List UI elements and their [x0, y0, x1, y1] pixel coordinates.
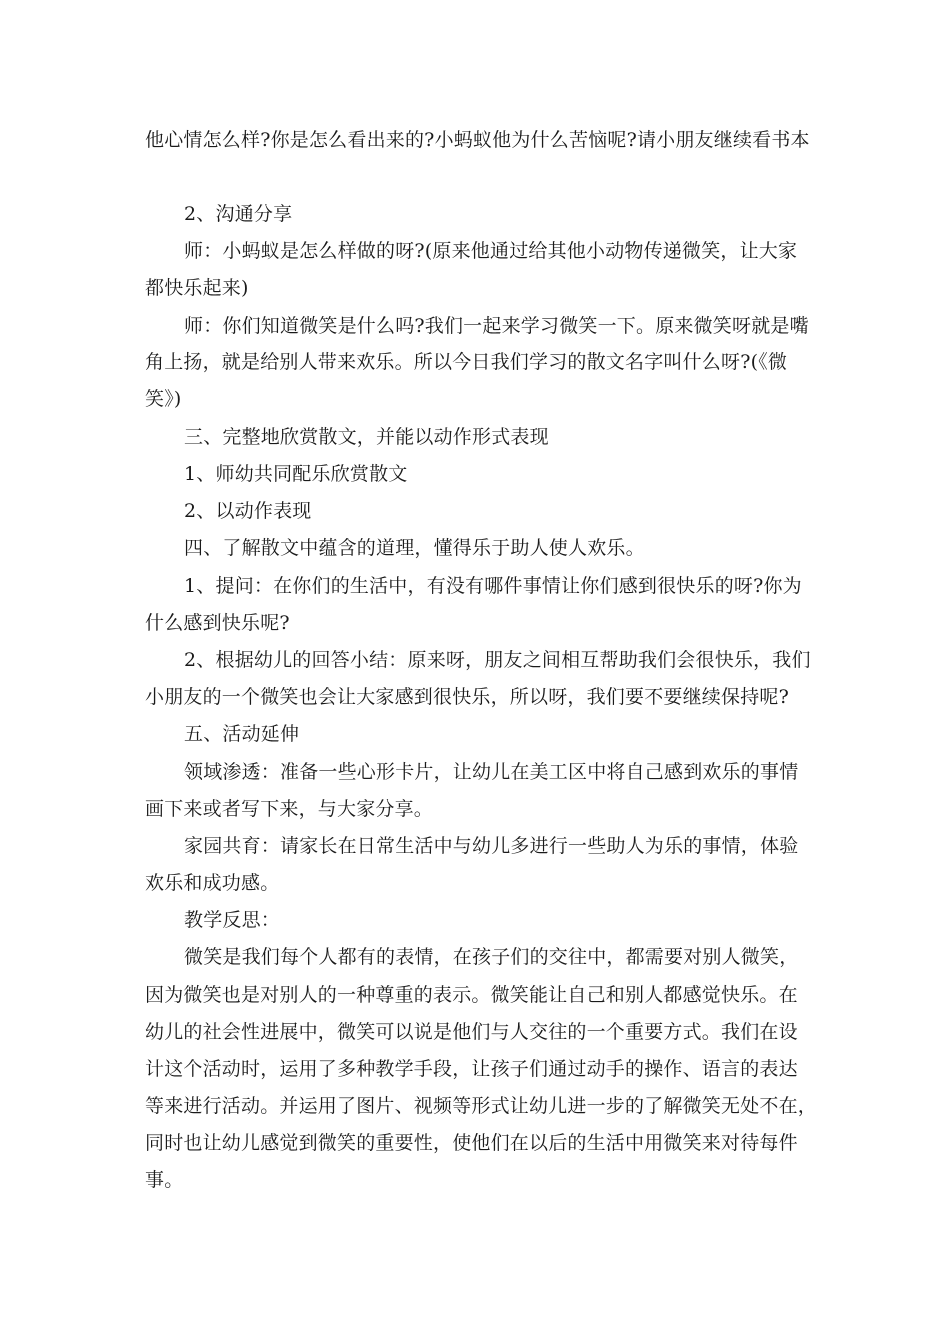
paragraph-line: 角上扬，就是给别人带来欢乐。所以今日我们学习的散文名字叫什么呀?(《微	[145, 351, 788, 373]
section-heading: 三、完整地欣赏散文，并能以动作形式表现	[184, 426, 549, 448]
paragraph-line: 笑》)	[145, 388, 182, 410]
section-heading: 2、沟通分享	[184, 203, 293, 225]
paragraph-line: 小朋友的一个微笑也会让大家感到很快乐，所以呀，我们要不要继续保持呢?	[145, 686, 789, 708]
paragraph-line: 领域渗透：准备一些心形卡片，让幼儿在美工区中将自己感到欢乐的事情	[184, 761, 799, 783]
paragraph-line: 幼儿的社会性进展中，微笑可以说是他们与人交往的一个重要方式。我们在设	[145, 1021, 798, 1043]
list-item: 2、根据幼儿的回答小结：原来呀，朋友之间相互帮助我们会很快乐，我们	[184, 649, 811, 671]
paragraph-line: 师：你们知道微笑是什么吗?我们一起来学习微笑一下。原来微笑呀就是嘴	[184, 315, 809, 337]
paragraph-line: 什么感到快乐呢?	[145, 612, 290, 634]
paragraph-line: 画下来或者写下来，与大家分享。	[145, 798, 434, 820]
paragraph-line: 他心情怎么样?你是怎么看出来的?小蚂蚁他为什么苦恼呢?请小朋友继续看书本	[145, 129, 810, 151]
paragraph-line: 同时也让幼儿感觉到微笑的重要性，使他们在以后的生活中用微笑来对待每件	[145, 1132, 798, 1154]
section-heading: 五、活动延伸	[184, 723, 300, 745]
section-heading: 四、了解散文中蕴含的道理，懂得乐于助人使人欢乐。	[184, 537, 645, 559]
list-item: 1、师幼共同配乐欣赏散文	[184, 463, 408, 485]
paragraph-line: 师：小蚂蚁是怎么样做的呀?(原来他通过给其他小动物传递微笑，让大家	[184, 240, 798, 262]
paragraph-line: 等来进行活动。并运用了图片、视频等形式让幼儿进一步的了解微笑无处不在，	[145, 1095, 818, 1117]
paragraph-line: 微笑是我们每个人都有的表情，在孩子们的交往中，都需要对别人微笑，	[184, 946, 799, 968]
paragraph-line: 事。	[145, 1169, 184, 1191]
paragraph-line: 都快乐起来)	[145, 277, 249, 299]
list-item: 2、以动作表现	[184, 500, 312, 522]
paragraph-line: 欢乐和成功感。	[145, 872, 280, 894]
paragraph-line: 因为微笑也是对别人的一种尊重的表示。微笑能让自己和别人都感觉快乐。在	[145, 984, 798, 1006]
section-heading: 教学反思：	[184, 909, 281, 931]
paragraph-line: 计这个活动时，运用了多种教学手段，让孩子们通过动手的操作、语言的表达	[145, 1058, 798, 1080]
list-item: 1、提问：在你们的生活中，有没有哪件事情让你们感到很快乐的呀?你为	[184, 575, 802, 597]
paragraph-line: 家园共育：请家长在日常生活中与幼儿多进行一些助人为乐的事情，体验	[184, 835, 799, 857]
